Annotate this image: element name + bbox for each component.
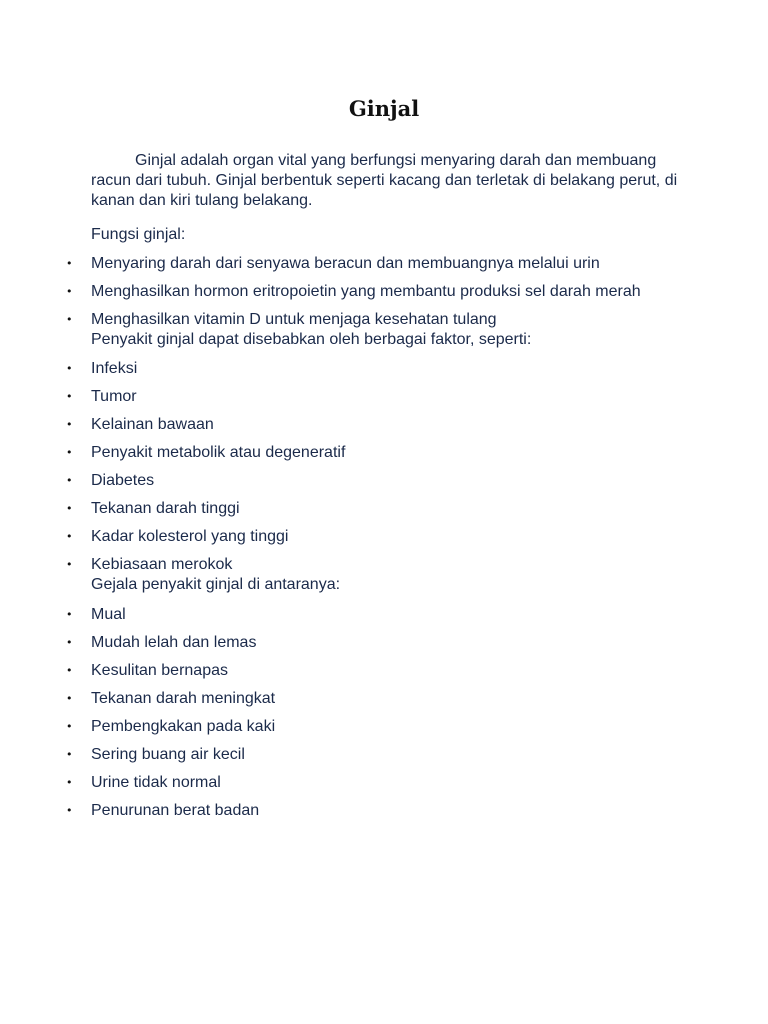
bullet-icon: • [66,446,73,459]
list-item-text: Infeksi [91,360,138,377]
list-item-text: Kadar kolesterol yang tinggi [91,528,289,545]
bullet-icon: • [66,608,73,621]
bullet-icon: • [66,558,73,571]
bullet-icon: • [66,474,73,487]
bullet-icon: • [66,502,73,515]
causes-heading: Penyakit ginjal dapat disebabkan oleh berbagai faktor, seperti: [91,331,532,348]
list-item-text: Diabetes [91,472,155,489]
list-item-text: Kesulitan bernapas [91,662,228,679]
list-item-text: Mual [91,606,126,623]
intro-paragraph: Ginjal adalah organ vital yang berfungsi menyaring darah dan membuang racun dari tubuh. Ginjal berbentuk seperti kacang dan terletak di belakang perut, di kanan dan kiri tulang belakang. [91,152,678,209]
list-item-text: Mudah lelah dan lemas [91,634,257,651]
functions-heading: Fungsi ginjal: [91,226,186,243]
list-item-text: Menyaring darah dari senyawa beracun dan membuangnya melalui urin [91,255,600,272]
list-item-text: Menghasilkan hormon eritropoietin yang membantu produksi sel darah merah [91,283,641,300]
bullet-icon: • [66,776,73,789]
bullet-icon: • [66,804,73,817]
bullet-icon: • [66,692,73,705]
symptoms-heading: Gejala penyakit ginjal di antaranya: [91,576,341,593]
bullet-icon: • [66,636,73,649]
bullet-icon: • [66,313,73,326]
list-item-text: Tekanan darah meningkat [91,690,276,707]
list-item-text: Tekanan darah tinggi [91,500,240,517]
list-item-text: Urine tidak normal [91,774,221,791]
list-item-text: Sering buang air kecil [91,746,245,763]
list-item-text: Menghasilkan vitamin D untuk menjaga kesehatan tulang [91,311,497,328]
bullet-icon: • [66,257,73,270]
bullet-icon: • [66,390,73,403]
list-item-text: Penyakit metabolik atau degeneratif [91,444,346,461]
list-item-text: Tumor [91,388,137,405]
list-item-text: Kelainan bawaan [91,416,214,433]
page-title: Ginjal [348,96,420,121]
bullet-icon: • [66,748,73,761]
bullet-icon: • [66,285,73,298]
bullet-icon: • [66,418,73,431]
bullet-icon: • [66,362,73,375]
bullet-icon: • [66,720,73,733]
list-item-text: Pembengkakan pada kaki [91,718,276,735]
list-item-text: Penurunan berat badan [91,802,260,819]
bullet-icon: • [66,530,73,543]
bullet-icon: • [66,664,73,677]
list-item-text: Kebiasaan merokok [91,556,233,573]
